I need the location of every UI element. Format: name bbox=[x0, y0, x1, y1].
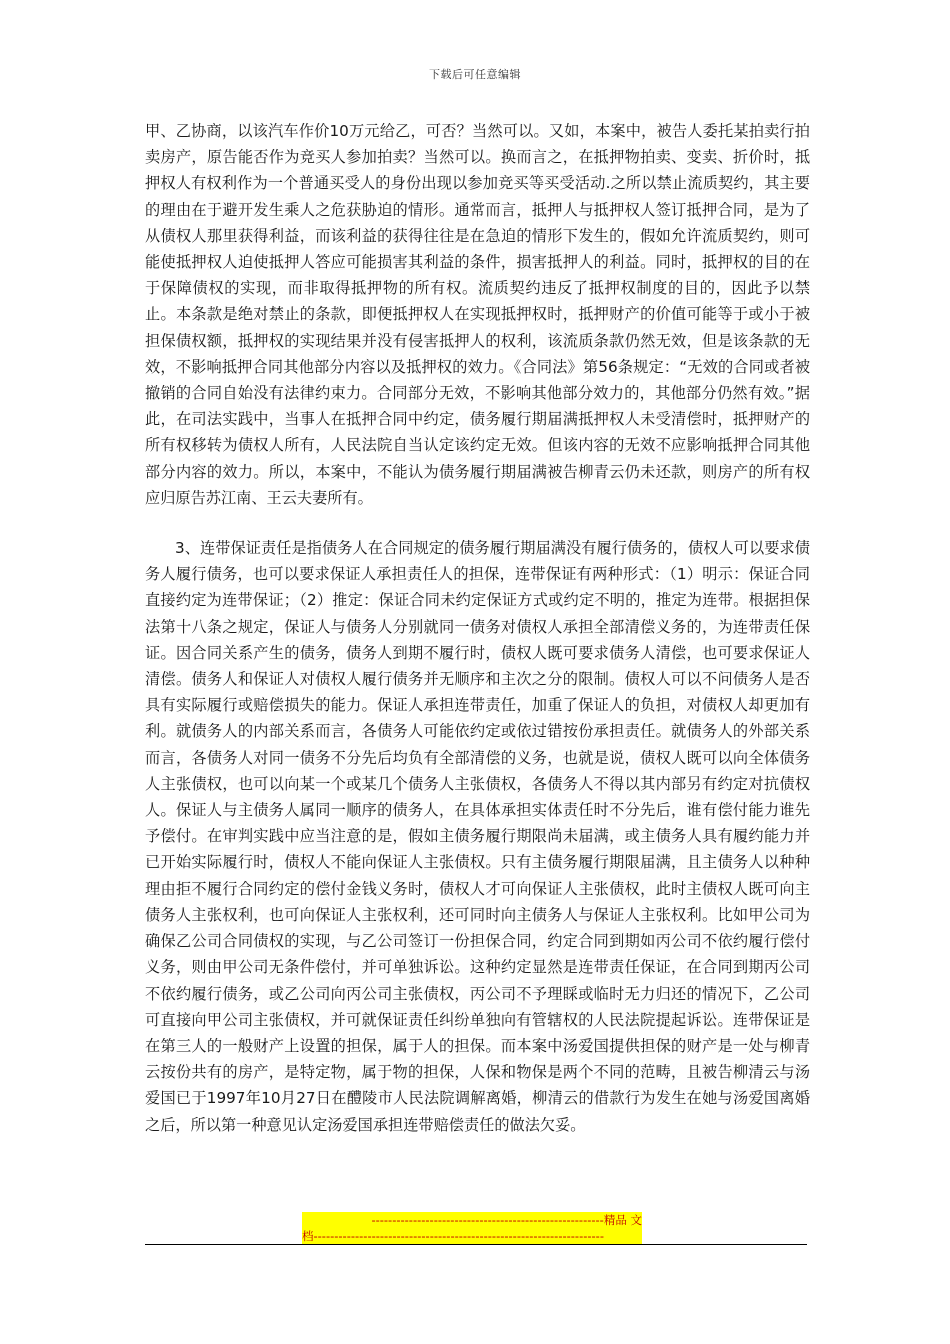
footer-divider bbox=[145, 1244, 807, 1245]
footer-note-line-2 bbox=[302, 1228, 642, 1244]
footer-note-line-1 bbox=[302, 1212, 642, 1228]
body-paragraph-1: 甲、乙协商，以该汽车作价10万元给乙，可否？当然可以。又如，本案中，被告人委托某拍卖行拍卖房产，原告能否作为竞买人参加拍卖？当然可以。换而言之，在抵押物拍卖、变卖、折价时，抵押权人有权利作为一个普通买受人的身份出现以参加竞买等买受活动.之所以禁止流质契约，其主要的理由在于避开发生乘人之危获胁迫的情形。通常而言，抵押人与抵押权人签订抵押合同，是为了从债权人那里获得利益，而该利益的获得往往是在急迫的情形下发生的，假如允许流质契约，则可能使抵押权人迫使抵押人答应可能损害其利益的条件，损害抵押人的利益。同时，抵押权的目的在于保障债权的实现，而非取得抵押物的所有权。流质契约违反了抵押权制度的目的，因此予以禁止。本条款是绝对禁止的条款，即便抵押权人在实现抵押权时，抵押财产的价值可能等于或小于被担保债权额，抵押权的实现结果并没有侵害抵押人的权利，该流质条款仍然无效，但是该条款的无效，不影响抵押合同其他部分内容以及抵押权的效力。《合同法》第56条规定：“无效的合同或者被撤销的合同自始没有法律约束力。合同部分无效，不影响其他部分效力的，其他部分仍然有效。”据此，在司法实践中，当事人在抵押合同中约定，债务履行期届满抵押权人未受清偿时，抵押财产的所有权移转为债权人所有，人民法院自当认定该约定无效。但该内容的无效不应影响抵押合同其他部分内容的效力。所以，本案中，不能认为债务履行期届满被告柳青云仍未还款，则房产的所有权应归原告苏江南、王云夫妻所有。 bbox=[145, 122, 810, 507]
body-paragraph-2: 3、连带保证责任是指债务人在合同规定的债务履行期届满没有履行债务的，债权人可以要求债务人履行债务，也可以要求保证人承担责任人的担保，连带保证有两种形式：（1）明示：保证合同直接约定为连带保证；（2）推定：保证合同未约定保证方式或约定不明的，推定为连带。根据担保法第十八条之规定，保证人与债务人分别就同一债务对债权人承担全部清偿义务的，为连带责任保证。因合同关系产生的债务，债务人到期不履行时，债权人既可要求债务人清偿，也可要求保证人清偿。债务人和保证人对债权人履行债务并无顺序和主次之分的限制。债权人可以不问债务人是否具有实际履行或赔偿损失的能力。保证人承担连带责任，加重了保证人的负担，对债权人却更加有利。就债务人的内部关系而言，各债务人可能依约定或依过错按份承担责任。就债务人的外部关系而言，各债务人对同一债务不分先后均负有全部清偿的义务，也就是说，债权人既可以向全体债务人主张债权，也可以向某一个或某几个债务人主张债权，各债务人不得以其内部另有约定对抗债权人。保证人与主债务人属同一顺序的债务人，在具体承担实体责任时不分先后，谁有偿付能力谁先予偿付。在审判实践中应当注意的是，假如主债务履行期限尚未届满，或主债务人具有履约能力并已开始实际履行时，债权人不能向保证人主张债权。只有主债务履行期限届满，且主债务人以种种理由拒不履行合同约定的偿付金钱义务时，债权人才可向保证人主张债权，此时主债权人既可向主债务人主张权利，也可向保证人主张权利，还可同时向主债务人与保证人主张权利。比如甲公司为确保乙公司合同债权的实现，与乙公司签订一份担保合同，约定合同到期如丙公司不依约履行偿付义务，则由甲公司无条件偿付，并可单独诉讼。这种约定显然是连带责任保证，在合同到期丙公司不依约履行债务，或乙公司向丙公司主张债权，丙公司不予理睬或临时无力归还的情况下，乙公司可直接向甲公司主张债权，并可就保证责任纠纷单独向有管辖权的人民法院提起诉讼。连带保证是在第三人的一般财产上设置的担保，属于人的担保。而本案中汤爱国提供担保的财产是一处与柳青云按份共有的房产，是特定物，属于物的担保，人保和物保是两个不同的范畴，且被告柳清云与汤爱国已于1997年10月27日在醴陵市人民法院调解离婚，柳清云的借款行为发生在她与汤爱国离婚之后，所以第一种意见认定汤爱国承担连带赔偿责任的做法欠妥。 bbox=[145, 539, 810, 1134]
footer-note-line-2-text: 档---------------------------------------------------------------------- bbox=[302, 1229, 604, 1243]
footer-note-line-1-text: --------------------------------------------------------精品 文 bbox=[371, 1213, 642, 1227]
page-header: 下载后可任意编辑 bbox=[429, 68, 521, 81]
document-body bbox=[145, 118, 810, 1138]
footer-watermark-note bbox=[302, 1212, 642, 1244]
